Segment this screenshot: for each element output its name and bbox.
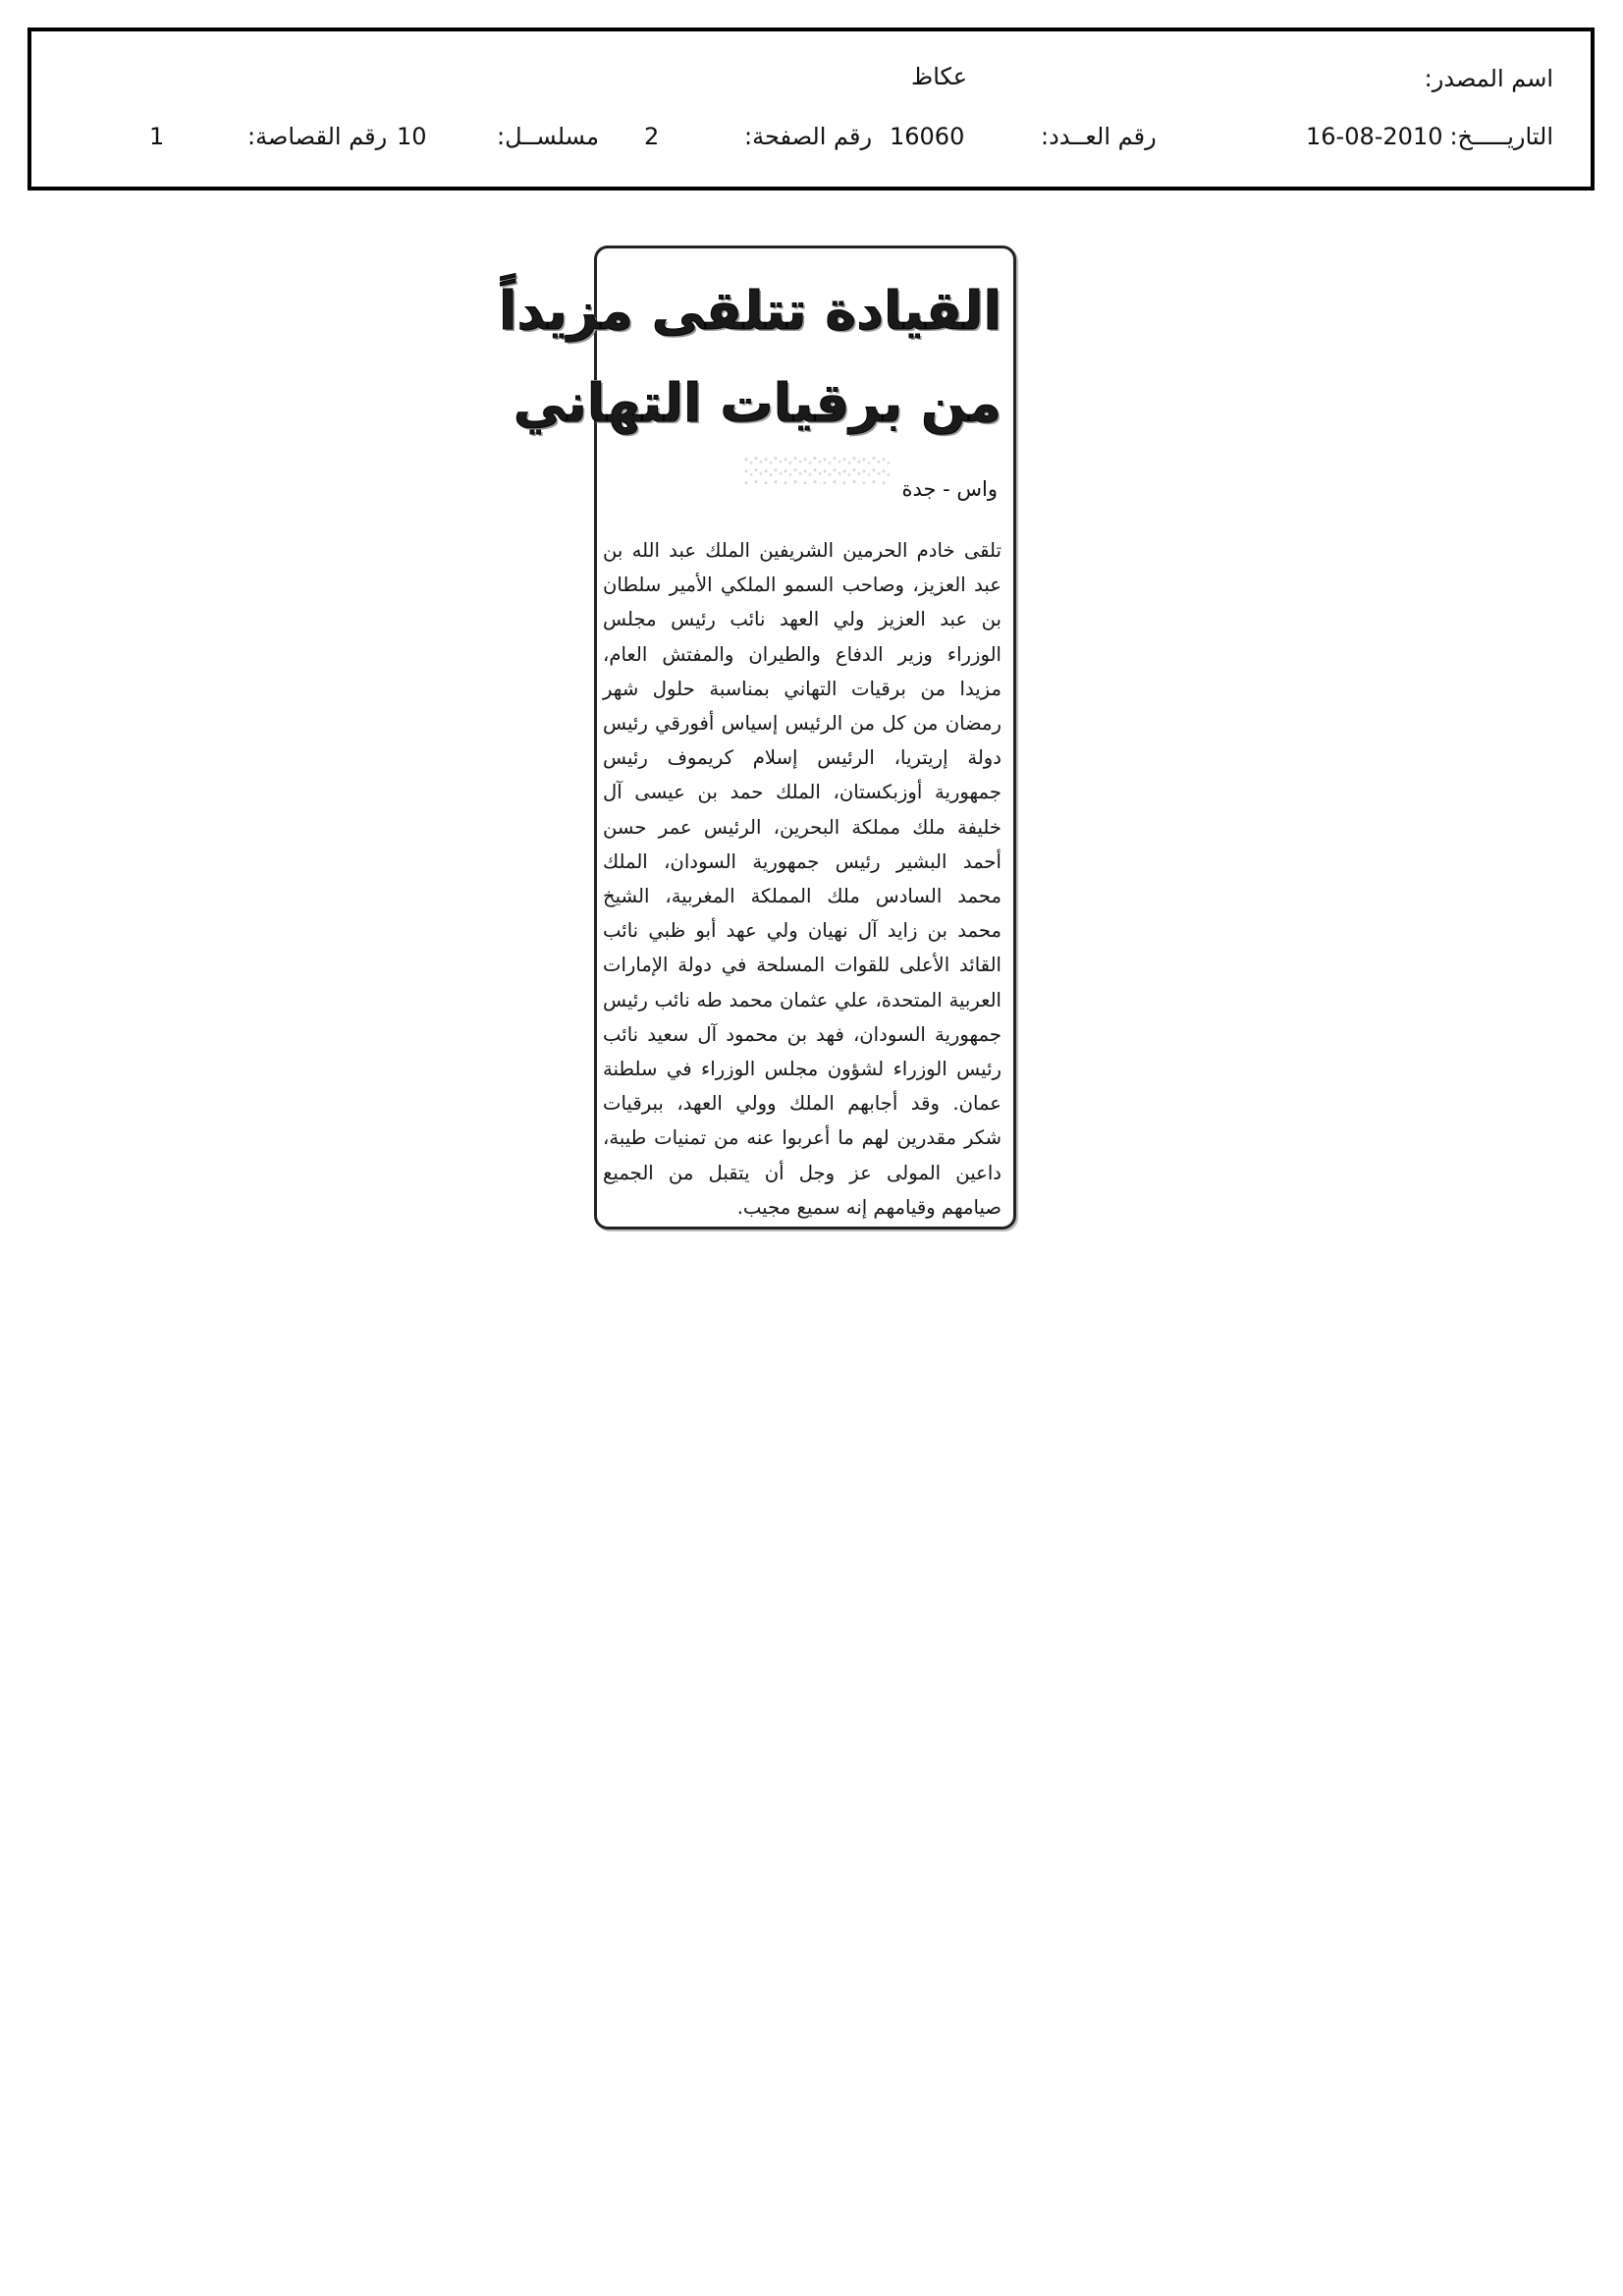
newspaper-clipping: [498, 246, 1016, 1230]
headline-line-1: القيادة تتلقى مزيداً: [498, 280, 1001, 342]
serial-value: 10: [397, 123, 427, 150]
date-value: 16-08-2010: [1306, 123, 1443, 150]
clip-label: رقم القصاصة:: [247, 123, 388, 150]
clip-value: 1: [149, 123, 165, 150]
page-value: 2: [644, 123, 660, 150]
issue-label: رقم العــدد:: [1041, 123, 1157, 150]
source-label: اسم المصدر:: [1424, 65, 1553, 92]
byline: واس - جدة: [901, 477, 998, 501]
print-speckle: [744, 455, 892, 484]
clipping-info-header: [27, 27, 1595, 191]
page-label: رقم الصفحة:: [744, 123, 873, 150]
serial-label: مسلســل:: [497, 123, 599, 150]
headline-line-2: من برقيات التهاني: [513, 372, 1001, 434]
source-value: عكاظ: [911, 63, 968, 90]
date-label: التاريـــــخ:: [1449, 123, 1553, 150]
issue-value: 16060: [890, 123, 965, 150]
article-body: تلقى خادم الحرمين الشريفين الملك عبد الله بن عبد العزيز، وصاحب السمو الملكي الأمير سلطان بن عبد العزيز ولي العهد نائب رئيس مجلس الوزراء وزير الدفاع والطيران والمفتش العام، مزيدا من برقيات التهاني بمناسبة حلول شهر رمضان من كل من الرئيس إسياس أفورقي رئيس دولة إريتريا، الرئيس إسلام كريموف رئيس جمهورية أوزبكستان، الملك حمد بن عيسى آل خليفة ملك مملكة البحرين، الرئيس عمر حسن أحمد البشير رئيس جمهورية السودان، الملك محمد السادس ملك المملكة المغربية، الشيخ محمد بن زايد آل نهيان ولي عهد أبو ظبي نائب القائد الأعلى للقوات المسلحة في دولة الإمارات العربية المتحدة، علي عثمان محمد طه نائب رئيس جمهورية السودان، فهد بن محمود آل سعيد نائب رئيس الوزراء لشؤون مجلس الوزراء في سلطنة عمان. وقد أجابهم الملك وولي العهد، ببرقيات شكر مقدرين لهم ما أعربوا عنه من تمنيات طيبة، داعين المولى عز وجل أن يتقبل من الجميع صيامهم وقيامهم إنه سميع مجيب.: [603, 539, 1001, 1219]
